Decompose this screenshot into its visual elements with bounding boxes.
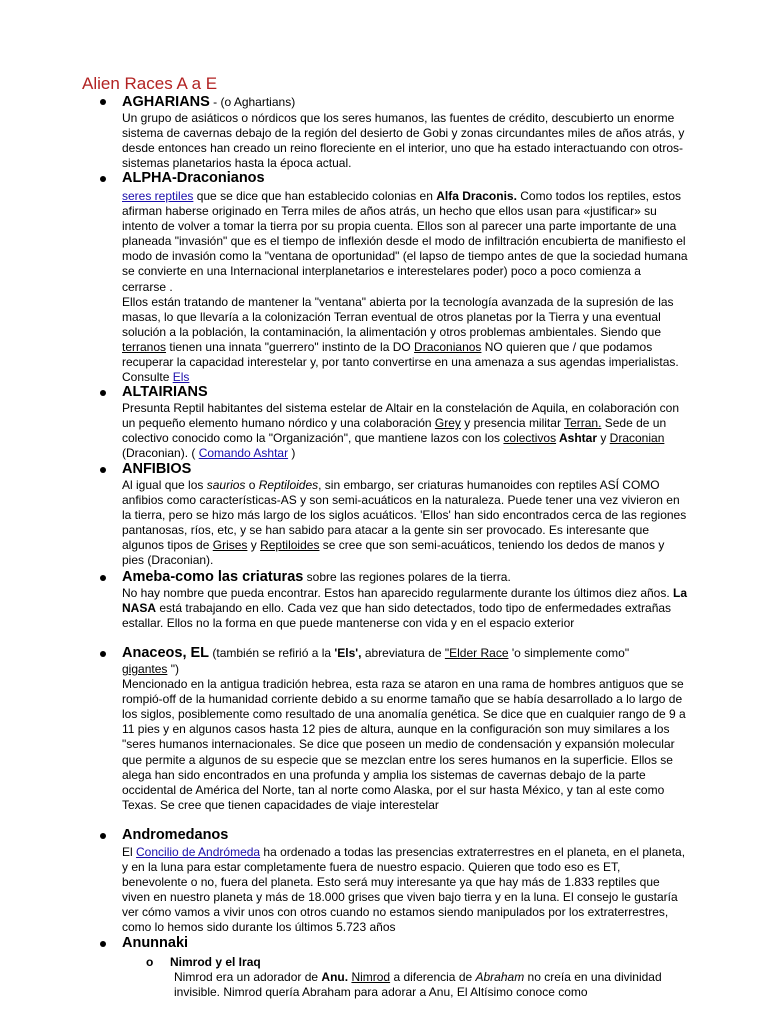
sub-bullet-icon: o bbox=[146, 955, 154, 969]
entry-term: Anaceos, EL (también se refirió a la 'Els', abreviatura de "Elder Race 'o simplemente como" bbox=[122, 645, 630, 661]
sub-entry-term: Nimrod y el Iraq bbox=[170, 955, 261, 969]
bullet-icon bbox=[100, 833, 106, 839]
link-els[interactable]: Els bbox=[172, 370, 190, 385]
link-seres-reptiles[interactable]: seres reptiles bbox=[122, 189, 194, 203]
bullet-icon bbox=[100, 651, 106, 657]
link-comando-ashtar[interactable]: Comando Ashtar bbox=[198, 446, 289, 461]
bullet-icon bbox=[100, 941, 106, 947]
entry-term: ANFIBIOS bbox=[122, 461, 192, 477]
link-concilio-andromeda[interactable]: Concilio de Andrómeda bbox=[136, 845, 261, 859]
bullet-icon bbox=[100, 99, 106, 105]
bullet-icon bbox=[100, 467, 106, 473]
entry-term: Ameba-como las criaturas sobre las regiones polares de la tierra. bbox=[122, 569, 511, 585]
bullet-icon bbox=[100, 390, 106, 396]
entry-text: gigantes ") Mencionado en la antigua tradición hebrea, esta raza se ataron en una rama de hombres antiguos que se rompió-off de la humanidad corriente debido a su enorme tamaño que se había desarrollado a lo largo de los siglos, posiblemente como resultado de una anomalía genética. Se dice que en cualquier rango de 9 a 11 pies y en algunos casos hasta 12 pies de altura, aunque en la configuración son muy similares a los "seres humanos internacionales. Se dice que poseen un medio de condensación y expansión molecular que permite a algunos de su especie que se mezclan entre los seres humanos en la superficie. Ellos se alega han sido encontrados en una profunda y amplia los sistemas de cavernas debajo de la parte occidental de América del Norte, tan al norte como Alaska, por el sur hasta México, y tan al este como Texas. Se cree que tienen capacidades de viaje interestelar bbox=[122, 662, 686, 812]
bullet-icon bbox=[100, 176, 106, 182]
entry-text: seres reptiles que se dice que han establecido colonias en Alfa Draconis. Como todos los reptiles, estos afirman haberse originado en Terra miles de años atrás, un hecho que ellos usan para «justificar» su intento de volver a tomar la tierra por su propia cuenta. Ellos son al parecer una parte importante de una planeada "invasión" que es el tiempo de inflexión desde el modo de infiltración encubierta de manifiesto el modo de invasión como la "ventana de oportunidad" (el lapso de tiempo antes de que la sociedad humana se convierte en una Internacional interplanetarios e interestelares poder) poco a poco comienza a cerrarse . Ellos están tratando de mantener la "ventana" abierta por la tecnología avanzada de la supresión de las masas, lo que llevaría a la colonización Terran eventual de otros planetas por la Tierra y una eventual solución a la población, la contaminación, la alimentación y otros problemas ambientales. Siendo que terranos tienen una innata "guerrero" instinto de la DO Draconianos NO quieren que / que podamos recuperar la capacidad interestelar y, por tanto convertirse en una amenaza a sus agendas imperialistas. Consulte Els bbox=[122, 189, 688, 385]
entry-text: Al igual que los saurios o Reptiloides, sin embargo, ser criaturas humanoides con reptiles ASÍ COMO anfibios como características-AS y son semi-acuáticos en la naturaleza. Puede tener una vez vivieron en la tierra, pero se hizo más largo de los siglos acuáticos. 'Ellos' han sido encontrados cerca de las regiones pantanosas, ríos, etc, y se han sabido para atacar a la gente sin ser provocado. Es interesante que algunos tipos de Grises y Reptiloides se cree que son semi-acuáticos, teniendo los dedos de manos y pies (Draconian). bbox=[122, 478, 687, 568]
entry-term: ALPHA-Draconianos bbox=[122, 170, 265, 186]
entry-text: Un grupo de asiáticos o nórdicos que los seres humanos, las fuentes de crédito, descubierto un enorme sistema de cavernas debajo de la región del desierto de Gobi y zonas circundantes miles de años atrás, y desde entonces han creado un reino floreciente en el interior, uno que ha estado interactuando con otros- sistemas planetarios hasta la época actual. bbox=[122, 111, 685, 171]
entry-text: Presunta Reptil habitantes del sistema estelar de Altair en la constelación de Aquila, en colaboración con un pequeño elemento humano nórdico y una colaboración Grey y presencia militar Terran. Sede de un colectivo conocido como la "Organización", que mantiene lazos con los colectivos Ashtar y Draconian (Draconian). ( Comando Ashtar ) bbox=[122, 401, 680, 461]
sub-entry-text: Nimrod era un adorador de Anu. Nimrod a diferencia de Abraham no creía en una divinidad invisible. Nimrod quería Abraham para adorar a Anu, El Altísimo conoce como bbox=[174, 970, 662, 1000]
entry-term: Andromedanos bbox=[122, 827, 229, 843]
entry-term: Anunnaki bbox=[122, 935, 189, 951]
entry-text: El Concilio de Andrómeda ha ordenado a todas las presencias extraterrestres en el planeta, en el planeta, y en la luna para estar completamente fuera de nuestro espacio. Quieren que todo eso es ET, benevolente o no, fuera del planeta. Esto será muy interesante ya que hay más de 1.833 reptiles que viven en nuestro planeta y más de 18.000 grises que viven bajo tierra y en la luna. El consejo le gustaría ver cómo vamos a vivir unos con otros cuando no estamos siendo manipulados por los extraterrestres, como lo hemos sido durante los últimos 5.723 años bbox=[122, 845, 686, 935]
bullet-icon bbox=[100, 575, 106, 581]
entry-term: ALTAIRIANS bbox=[122, 384, 208, 400]
entry-term: AGHARIANS - (o Aghartians) bbox=[122, 94, 296, 110]
page-title: Alien Races A a E bbox=[82, 74, 218, 93]
entry-text: No hay nombre que pueda encontrar. Estos han aparecido regularmente durante los últimos diez años. La NASA está trabajando en ello. Cada vez que han sido detectados, todo tipo de enfermedades extrañas estallar. Ellos no la forma en que puede mantenerse con vida y en el espacio exterior bbox=[122, 586, 688, 631]
